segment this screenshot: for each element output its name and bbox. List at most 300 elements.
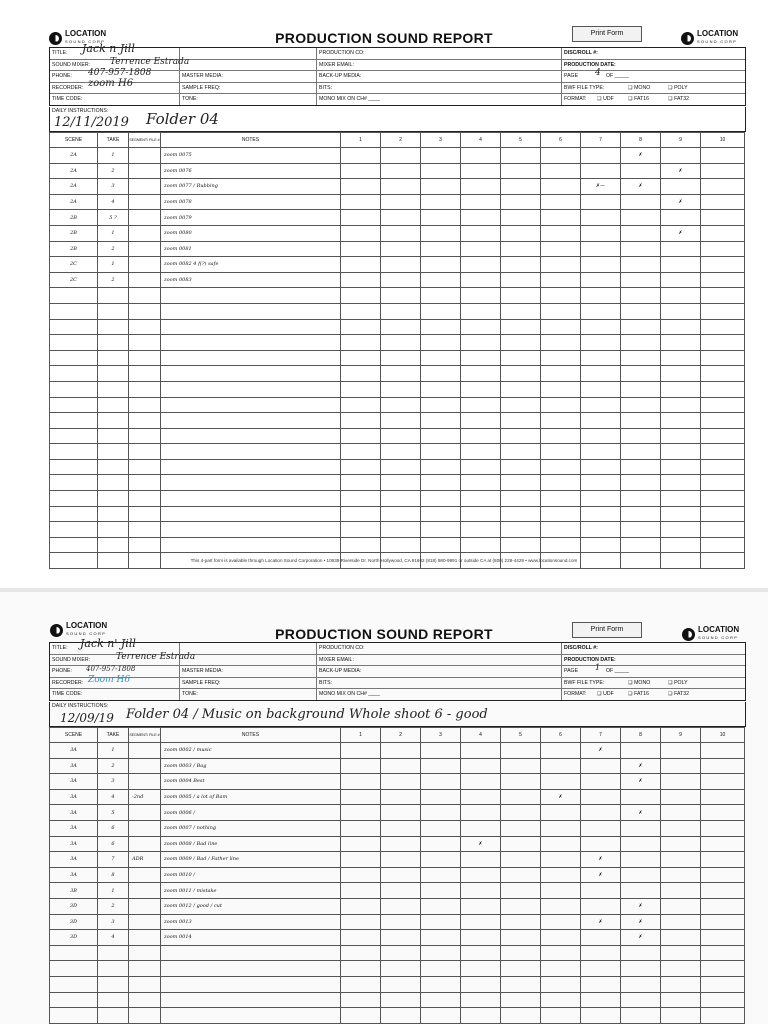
empty-cell[interactable] [581, 992, 621, 1008]
empty-cell[interactable] [501, 444, 541, 460]
channel-cell-6[interactable] [541, 194, 581, 210]
empty-cell[interactable] [661, 1008, 701, 1024]
empty-cell[interactable] [341, 350, 381, 366]
empty-cell[interactable] [98, 303, 129, 319]
channel-cell-2[interactable] [381, 225, 421, 241]
channel-cell-5[interactable] [501, 210, 541, 226]
empty-cell[interactable] [50, 506, 98, 522]
daily-date[interactable]: 12/09/19 [60, 711, 114, 725]
empty-cell[interactable] [129, 444, 161, 460]
empty-cell[interactable] [541, 350, 581, 366]
channel-cell-8[interactable] [621, 272, 661, 288]
channel-cell-5[interactable] [501, 852, 541, 868]
empty-cell[interactable] [50, 381, 98, 397]
notes-cell[interactable]: zoom 0014 [161, 930, 341, 946]
empty-cell[interactable] [50, 335, 98, 351]
notes-cell[interactable]: zoom 0008 / Bad line [161, 836, 341, 852]
channel-cell-7[interactable] [581, 194, 621, 210]
channel-cell-6[interactable] [541, 272, 581, 288]
channel-cell-5[interactable] [501, 805, 541, 821]
channel-cell-4[interactable] [461, 789, 501, 805]
channel-cell-1[interactable] [341, 930, 381, 946]
channel-cell-3[interactable] [421, 836, 461, 852]
channel-cell-2[interactable] [381, 898, 421, 914]
empty-cell[interactable] [701, 413, 745, 429]
channel-cell-7[interactable]: ✗ [581, 743, 621, 759]
channel-cell-4[interactable] [461, 272, 501, 288]
empty-cell[interactable] [621, 475, 661, 491]
channel-cell-7[interactable]: ✗ [581, 867, 621, 883]
empty-cell[interactable] [621, 961, 661, 977]
channel-cell-6[interactable] [541, 257, 581, 273]
scene-cell[interactable]: 3A [50, 805, 98, 821]
channel-cell-5[interactable] [501, 820, 541, 836]
channel-cell-3[interactable] [421, 148, 461, 164]
segment-cell[interactable] [129, 883, 161, 899]
empty-cell[interactable] [341, 288, 381, 304]
empty-cell[interactable] [421, 506, 461, 522]
channel-cell-4[interactable]: ✗ [461, 836, 501, 852]
take-cell[interactable]: 1 [98, 743, 129, 759]
channel-cell-6[interactable] [541, 774, 581, 790]
empty-cell[interactable] [98, 335, 129, 351]
scene-cell[interactable]: 2B [50, 210, 98, 226]
empty-cell[interactable] [501, 428, 541, 444]
segment-cell[interactable] [129, 743, 161, 759]
empty-cell[interactable] [461, 976, 501, 992]
channel-cell-8[interactable] [621, 257, 661, 273]
channel-cell-6[interactable] [541, 914, 581, 930]
empty-cell[interactable] [50, 397, 98, 413]
channel-cell-2[interactable] [381, 758, 421, 774]
channel-cell-4[interactable] [461, 883, 501, 899]
segment-cell[interactable] [129, 210, 161, 226]
notes-cell[interactable]: zoom 0078 [161, 194, 341, 210]
empty-cell[interactable] [129, 288, 161, 304]
empty-cell[interactable] [541, 945, 581, 961]
empty-cell[interactable] [461, 961, 501, 977]
channel-cell-2[interactable] [381, 805, 421, 821]
channel-cell-5[interactable] [501, 758, 541, 774]
empty-cell[interactable] [661, 459, 701, 475]
channel-cell-2[interactable] [381, 867, 421, 883]
empty-cell[interactable] [661, 366, 701, 382]
empty-cell[interactable] [541, 444, 581, 460]
channel-cell-1[interactable] [341, 179, 381, 195]
empty-cell[interactable] [461, 506, 501, 522]
empty-cell[interactable] [381, 1008, 421, 1024]
channel-cell-9[interactable] [661, 898, 701, 914]
empty-cell[interactable] [129, 522, 161, 538]
sound-mixer-value[interactable]: Terrence Estrada [116, 651, 196, 662]
channel-cell-2[interactable] [381, 789, 421, 805]
empty-cell[interactable] [501, 413, 541, 429]
empty-cell[interactable] [161, 319, 341, 335]
segment-cell[interactable] [129, 758, 161, 774]
notes-cell[interactable]: zoom 0080 [161, 225, 341, 241]
channel-cell-5[interactable] [501, 898, 541, 914]
channel-cell-3[interactable] [421, 867, 461, 883]
empty-cell[interactable] [701, 366, 745, 382]
empty-cell[interactable] [541, 976, 581, 992]
segment-cell[interactable] [129, 225, 161, 241]
empty-cell[interactable] [341, 397, 381, 413]
channel-cell-10[interactable] [701, 257, 745, 273]
empty-cell[interactable] [461, 475, 501, 491]
empty-cell[interactable] [421, 945, 461, 961]
channel-cell-8[interactable]: ✗ [621, 805, 661, 821]
notes-cell[interactable]: zoom 0076 [161, 163, 341, 179]
empty-cell[interactable] [541, 1008, 581, 1024]
channel-cell-6[interactable] [541, 241, 581, 257]
empty-cell[interactable] [661, 992, 701, 1008]
segment-cell[interactable] [129, 930, 161, 946]
scene-cell[interactable]: 3D [50, 930, 98, 946]
phone-value[interactable]: 407-957-1808 [88, 68, 152, 78]
empty-cell[interactable] [161, 428, 341, 444]
empty-cell[interactable] [98, 961, 129, 977]
channel-cell-3[interactable] [421, 179, 461, 195]
empty-cell[interactable] [621, 459, 661, 475]
empty-cell[interactable] [661, 288, 701, 304]
channel-cell-1[interactable] [341, 194, 381, 210]
empty-cell[interactable] [661, 976, 701, 992]
channel-cell-10[interactable] [701, 898, 745, 914]
empty-cell[interactable] [341, 459, 381, 475]
empty-cell[interactable] [129, 537, 161, 553]
empty-cell[interactable] [541, 428, 581, 444]
empty-cell[interactable] [701, 303, 745, 319]
channel-cell-9[interactable] [661, 241, 701, 257]
channel-cell-9[interactable]: ✗ [661, 194, 701, 210]
empty-cell[interactable] [341, 537, 381, 553]
channel-cell-7[interactable] [581, 225, 621, 241]
empty-cell[interactable] [421, 303, 461, 319]
empty-cell[interactable] [461, 366, 501, 382]
empty-cell[interactable] [661, 506, 701, 522]
channel-cell-9[interactable] [661, 257, 701, 273]
empty-cell[interactable] [621, 491, 661, 507]
channel-cell-6[interactable] [541, 210, 581, 226]
segment-cell[interactable] [129, 805, 161, 821]
empty-cell[interactable] [381, 961, 421, 977]
empty-cell[interactable] [701, 506, 745, 522]
channel-cell-3[interactable] [421, 898, 461, 914]
daily-text[interactable]: Folder 04 [146, 110, 219, 128]
empty-cell[interactable] [501, 459, 541, 475]
empty-cell[interactable] [581, 976, 621, 992]
scene-cell[interactable]: 3A [50, 758, 98, 774]
channel-cell-9[interactable] [661, 789, 701, 805]
page-value[interactable]: 1 [595, 663, 601, 672]
empty-cell[interactable] [381, 319, 421, 335]
empty-cell[interactable] [501, 397, 541, 413]
empty-cell[interactable] [621, 397, 661, 413]
channel-cell-3[interactable] [421, 930, 461, 946]
empty-cell[interactable] [461, 413, 501, 429]
empty-cell[interactable] [701, 475, 745, 491]
empty-cell[interactable] [701, 945, 745, 961]
recorder-value[interactable]: zoom H6 [88, 77, 134, 89]
empty-cell[interactable] [381, 475, 421, 491]
print-form-button[interactable]: Print Form [572, 26, 642, 42]
notes-cell[interactable]: zoom 0079 [161, 210, 341, 226]
empty-cell[interactable] [98, 459, 129, 475]
empty-cell[interactable] [541, 475, 581, 491]
take-cell[interactable]: 2 [98, 758, 129, 774]
take-cell[interactable]: 1 [98, 148, 129, 164]
scene-cell[interactable]: 2A [50, 194, 98, 210]
channel-cell-3[interactable] [421, 805, 461, 821]
empty-cell[interactable] [581, 428, 621, 444]
empty-cell[interactable] [129, 366, 161, 382]
channel-cell-9[interactable] [661, 852, 701, 868]
empty-cell[interactable] [161, 288, 341, 304]
fat16-checkbox[interactable]: ❑ FAT16 [628, 96, 649, 102]
channel-cell-2[interactable] [381, 836, 421, 852]
empty-cell[interactable] [661, 319, 701, 335]
channel-cell-6[interactable] [541, 852, 581, 868]
channel-cell-10[interactable] [701, 210, 745, 226]
empty-cell[interactable] [621, 1008, 661, 1024]
empty-cell[interactable] [461, 350, 501, 366]
empty-cell[interactable] [161, 350, 341, 366]
empty-cell[interactable] [621, 335, 661, 351]
channel-cell-6[interactable] [541, 867, 581, 883]
empty-cell[interactable] [381, 444, 421, 460]
channel-cell-5[interactable] [501, 883, 541, 899]
empty-cell[interactable] [129, 428, 161, 444]
empty-cell[interactable] [341, 413, 381, 429]
empty-cell[interactable] [161, 522, 341, 538]
channel-cell-3[interactable] [421, 774, 461, 790]
notes-cell[interactable]: zoom 0006 / [161, 805, 341, 821]
empty-cell[interactable] [50, 413, 98, 429]
empty-cell[interactable] [98, 319, 129, 335]
scene-cell[interactable]: 3A [50, 789, 98, 805]
scene-cell[interactable]: 2A [50, 148, 98, 164]
empty-cell[interactable] [581, 397, 621, 413]
empty-cell[interactable] [461, 335, 501, 351]
channel-cell-3[interactable] [421, 163, 461, 179]
notes-cell[interactable]: zoom 0081 [161, 241, 341, 257]
channel-cell-4[interactable] [461, 163, 501, 179]
channel-cell-10[interactable] [701, 805, 745, 821]
empty-cell[interactable] [581, 475, 621, 491]
empty-cell[interactable] [381, 413, 421, 429]
empty-cell[interactable] [581, 413, 621, 429]
channel-cell-9[interactable] [661, 148, 701, 164]
empty-cell[interactable] [541, 397, 581, 413]
empty-cell[interactable] [581, 350, 621, 366]
empty-cell[interactable] [341, 945, 381, 961]
channel-cell-10[interactable] [701, 914, 745, 930]
channel-cell-1[interactable] [341, 163, 381, 179]
channel-cell-1[interactable] [341, 852, 381, 868]
channel-cell-3[interactable] [421, 210, 461, 226]
empty-cell[interactable] [661, 397, 701, 413]
channel-cell-1[interactable] [341, 898, 381, 914]
channel-cell-10[interactable] [701, 758, 745, 774]
channel-cell-10[interactable] [701, 163, 745, 179]
empty-cell[interactable] [129, 381, 161, 397]
print-form-button[interactable]: Print Form [572, 622, 642, 638]
empty-cell[interactable] [50, 976, 98, 992]
empty-cell[interactable] [161, 303, 341, 319]
empty-cell[interactable] [541, 381, 581, 397]
title-value[interactable]: Jack n Jill [82, 42, 135, 55]
channel-cell-7[interactable] [581, 257, 621, 273]
sound-mixer-value[interactable]: Terrence Estrada [110, 56, 190, 67]
take-cell[interactable]: 7 [98, 852, 129, 868]
channel-cell-8[interactable] [621, 789, 661, 805]
empty-cell[interactable] [421, 366, 461, 382]
scene-cell[interactable]: 3D [50, 914, 98, 930]
segment-cell[interactable]: -2nd [129, 789, 161, 805]
empty-cell[interactable] [421, 288, 461, 304]
channel-cell-6[interactable] [541, 179, 581, 195]
empty-cell[interactable] [661, 303, 701, 319]
empty-cell[interactable] [341, 335, 381, 351]
empty-cell[interactable] [501, 303, 541, 319]
segment-cell[interactable] [129, 867, 161, 883]
channel-cell-7[interactable] [581, 898, 621, 914]
empty-cell[interactable] [621, 522, 661, 538]
channel-cell-9[interactable] [661, 836, 701, 852]
channel-cell-1[interactable] [341, 914, 381, 930]
empty-cell[interactable] [421, 444, 461, 460]
take-cell[interactable]: 2 [98, 163, 129, 179]
channel-cell-9[interactable] [661, 867, 701, 883]
channel-cell-1[interactable] [341, 789, 381, 805]
take-cell[interactable]: 5 [98, 805, 129, 821]
channel-cell-9[interactable] [661, 210, 701, 226]
empty-cell[interactable] [621, 366, 661, 382]
empty-cell[interactable] [421, 961, 461, 977]
channel-cell-2[interactable] [381, 210, 421, 226]
channel-cell-1[interactable] [341, 257, 381, 273]
empty-cell[interactable] [661, 475, 701, 491]
empty-cell[interactable] [161, 459, 341, 475]
title-value[interactable]: Jack n' Jill [80, 637, 136, 650]
notes-cell[interactable]: zoom 0005 / a lot of Bam [161, 789, 341, 805]
empty-cell[interactable] [661, 381, 701, 397]
segment-cell[interactable] [129, 194, 161, 210]
empty-cell[interactable] [161, 381, 341, 397]
channel-cell-7[interactable] [581, 241, 621, 257]
scene-cell[interactable]: 3A [50, 774, 98, 790]
empty-cell[interactable] [461, 319, 501, 335]
empty-cell[interactable] [701, 381, 745, 397]
channel-cell-2[interactable] [381, 179, 421, 195]
empty-cell[interactable] [581, 961, 621, 977]
notes-cell[interactable]: zoom 0003 / Bag [161, 758, 341, 774]
empty-cell[interactable] [161, 491, 341, 507]
channel-cell-6[interactable] [541, 163, 581, 179]
channel-cell-6[interactable] [541, 930, 581, 946]
channel-cell-2[interactable] [381, 743, 421, 759]
channel-cell-5[interactable] [501, 179, 541, 195]
notes-cell[interactable]: zoom 0013 [161, 914, 341, 930]
channel-cell-5[interactable] [501, 225, 541, 241]
notes-cell[interactable]: zoom 0083 [161, 272, 341, 288]
empty-cell[interactable] [501, 537, 541, 553]
empty-cell[interactable] [50, 992, 98, 1008]
empty-cell[interactable] [461, 444, 501, 460]
empty-cell[interactable] [621, 506, 661, 522]
empty-cell[interactable] [129, 303, 161, 319]
empty-cell[interactable] [98, 350, 129, 366]
channel-cell-2[interactable] [381, 852, 421, 868]
empty-cell[interactable] [381, 428, 421, 444]
channel-cell-9[interactable]: ✗ [661, 163, 701, 179]
channel-cell-2[interactable] [381, 163, 421, 179]
empty-cell[interactable] [50, 428, 98, 444]
channel-cell-4[interactable] [461, 820, 501, 836]
empty-cell[interactable] [621, 537, 661, 553]
empty-cell[interactable] [581, 459, 621, 475]
take-cell[interactable]: 3 [98, 179, 129, 195]
empty-cell[interactable] [701, 428, 745, 444]
empty-cell[interactable] [341, 961, 381, 977]
segment-cell[interactable] [129, 179, 161, 195]
channel-cell-2[interactable] [381, 930, 421, 946]
empty-cell[interactable] [341, 475, 381, 491]
empty-cell[interactable] [98, 945, 129, 961]
empty-cell[interactable] [701, 397, 745, 413]
empty-cell[interactable] [381, 335, 421, 351]
empty-cell[interactable] [381, 397, 421, 413]
empty-cell[interactable] [581, 945, 621, 961]
empty-cell[interactable] [501, 522, 541, 538]
empty-cell[interactable] [341, 303, 381, 319]
empty-cell[interactable] [541, 992, 581, 1008]
channel-cell-4[interactable] [461, 257, 501, 273]
channel-cell-4[interactable] [461, 758, 501, 774]
channel-cell-10[interactable] [701, 789, 745, 805]
empty-cell[interactable] [661, 522, 701, 538]
empty-cell[interactable] [129, 335, 161, 351]
channel-cell-4[interactable] [461, 194, 501, 210]
fat32-checkbox[interactable]: ❑ FAT32 [668, 96, 689, 102]
udf-checkbox[interactable]: ❑ UDF [597, 691, 614, 697]
channel-cell-5[interactable] [501, 789, 541, 805]
channel-cell-4[interactable] [461, 743, 501, 759]
empty-cell[interactable] [421, 475, 461, 491]
empty-cell[interactable] [621, 350, 661, 366]
empty-cell[interactable] [621, 319, 661, 335]
empty-cell[interactable] [98, 537, 129, 553]
channel-cell-8[interactable]: ✗ [621, 914, 661, 930]
empty-cell[interactable] [129, 491, 161, 507]
channel-cell-7[interactable] [581, 805, 621, 821]
channel-cell-7[interactable] [581, 789, 621, 805]
channel-cell-7[interactable] [581, 758, 621, 774]
empty-cell[interactable] [129, 459, 161, 475]
empty-cell[interactable] [381, 350, 421, 366]
channel-cell-1[interactable] [341, 836, 381, 852]
empty-cell[interactable] [701, 444, 745, 460]
empty-cell[interactable] [701, 976, 745, 992]
take-cell[interactable]: 6 [98, 820, 129, 836]
channel-cell-3[interactable] [421, 225, 461, 241]
channel-cell-8[interactable]: ✗ [621, 930, 661, 946]
channel-cell-7[interactable] [581, 148, 621, 164]
take-cell[interactable]: 3 [98, 774, 129, 790]
channel-cell-5[interactable] [501, 867, 541, 883]
channel-cell-1[interactable] [341, 148, 381, 164]
empty-cell[interactable] [161, 537, 341, 553]
